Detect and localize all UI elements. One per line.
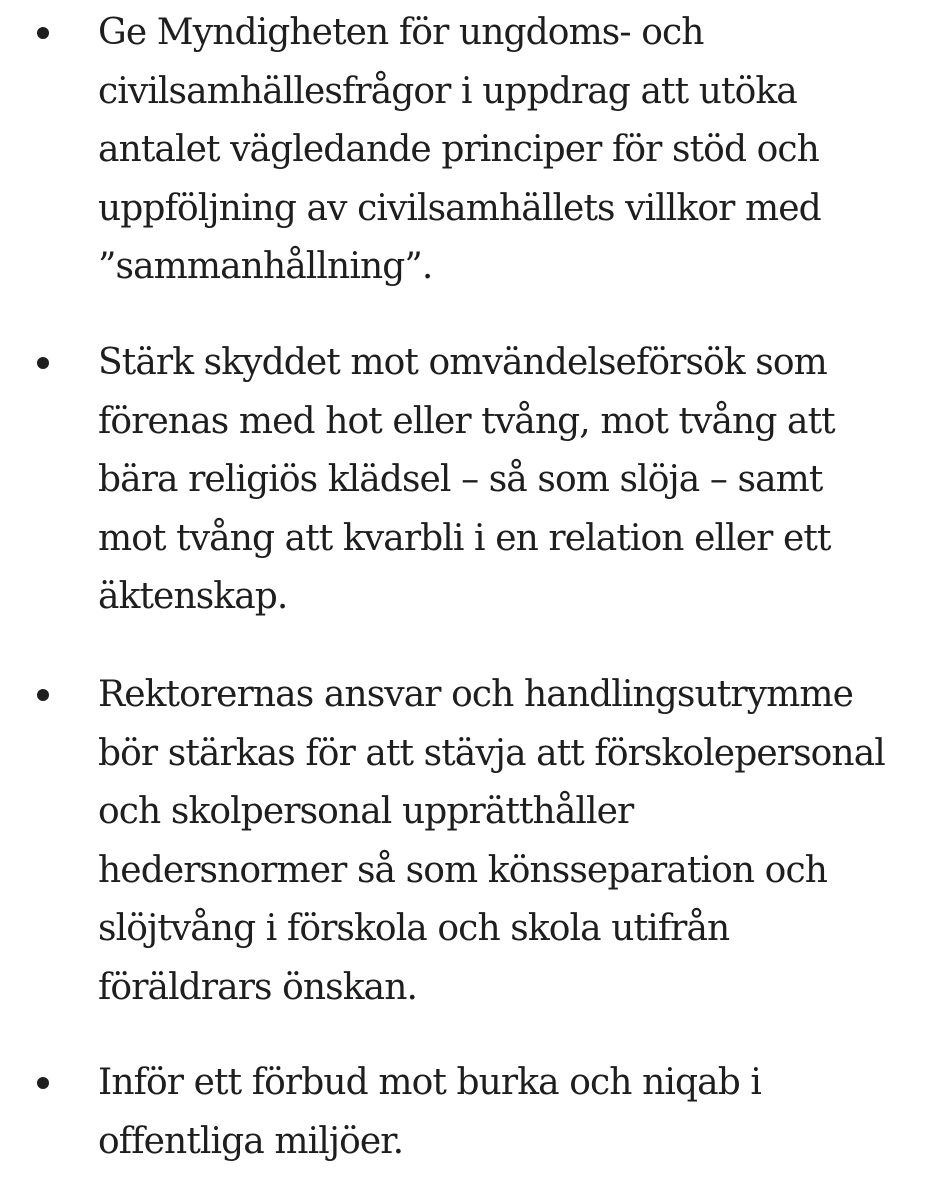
bullet-dot-icon	[37, 27, 49, 39]
bullet-dot-icon	[37, 1077, 49, 1089]
text-line: civilsamhällesfrågor i uppdrag att utöka	[98, 70, 797, 112]
list-item-text	[98, 666, 940, 1017]
list-item-text	[98, 4, 940, 297]
text-line: antalet vägledande principer för stöd och	[98, 129, 819, 170]
bullet-dot-icon	[37, 689, 49, 701]
text-line: föräldrars önskan.	[98, 966, 418, 1008]
text-line: uppföljning av civilsamhällets villkor med	[98, 187, 821, 229]
bullet-dot-icon	[37, 357, 49, 369]
text-line: slöjtvång i förskola och skola utifrån	[98, 908, 730, 949]
list-item-text	[98, 1054, 940, 1171]
text-line: Ge Myndigheten för ungdoms- och	[98, 12, 704, 53]
text-line: offentliga miljöer.	[98, 1120, 404, 1162]
text-line: äktenskap.	[98, 576, 288, 617]
text-line: mot tvång att kvarbli i en relation eller ett	[98, 517, 831, 559]
text-line: och skolpersonal upprätthåller	[98, 791, 634, 832]
text-line: bör stärkas för att stävja att förskolepersonal	[98, 732, 885, 774]
list-item-text	[98, 334, 940, 627]
text-line: hedersnormer så som könsseparation och	[98, 849, 828, 891]
text-line: förenas med hot eller tvång, mot tvång att	[98, 400, 835, 442]
text-line: bära religiös klädsel – så som slöja – samt	[98, 459, 823, 500]
text-line: Stärk skyddet mot omvändelseförsök som	[98, 342, 827, 383]
text-line: ”sammanhållning”.	[98, 246, 433, 287]
text-line: Inför ett förbud mot burka och niqab i	[98, 1062, 762, 1103]
text-line: Rektorernas ansvar och handlingsutrymme	[98, 674, 853, 715]
